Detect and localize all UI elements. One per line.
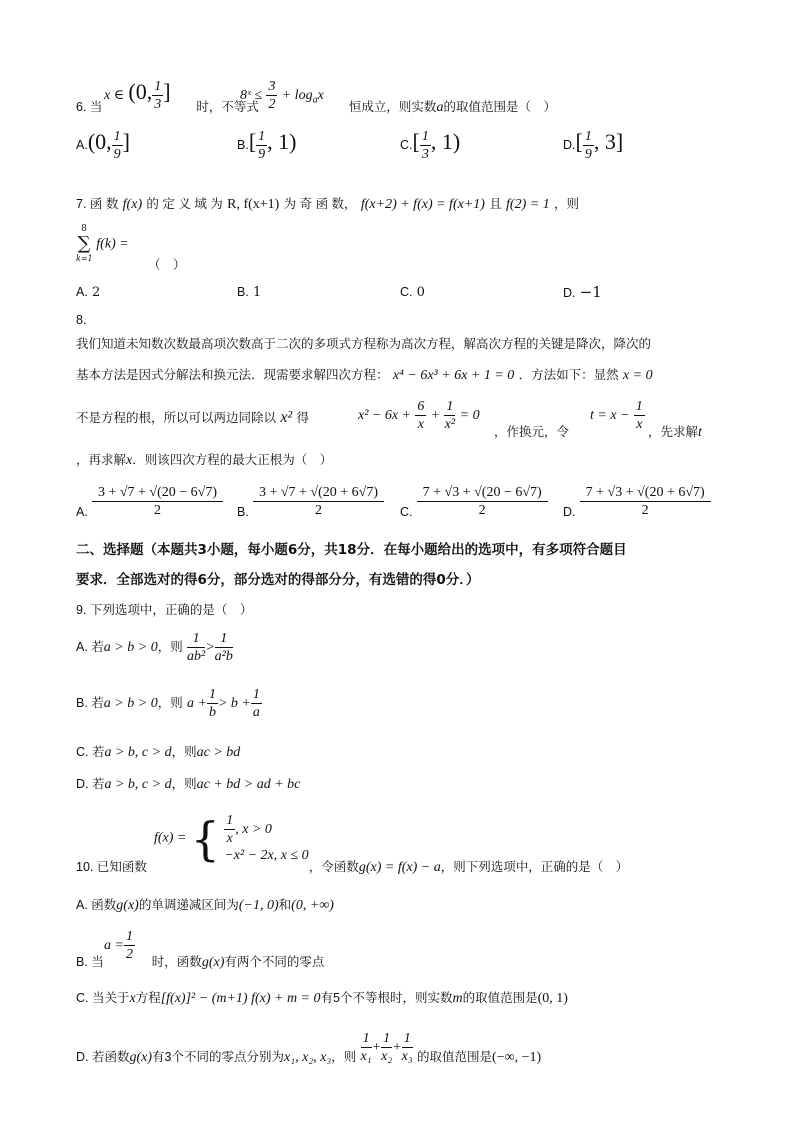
q7-blank: （ ） bbox=[148, 258, 186, 272]
q6-option-d[interactable]: D.[ $\frac{1}{9}$ , 3] bbox=[563, 129, 624, 162]
q6-cond-var: x ∈ bbox=[104, 88, 125, 103]
q6-cond-right: ] bbox=[163, 79, 171, 104]
q6-cond-left: (0, bbox=[128, 79, 153, 104]
q6-cond-frac: $\frac{1}{3}$ bbox=[154, 79, 162, 112]
q9-stem: 9. 下列选项中，正确的是（ ） bbox=[76, 603, 253, 617]
q7-option-c[interactable]: C. 0 bbox=[400, 285, 425, 300]
q10-b-value: a = $\frac{1}{2}$ bbox=[104, 929, 133, 962]
q8-number: 8. bbox=[76, 313, 87, 327]
q7-option-a[interactable]: A. 2 bbox=[76, 285, 101, 300]
q8-substitution: t = x − $\frac{1}{x}$ bbox=[590, 399, 643, 432]
q10-option-b[interactable]: B. 当 时，函数g(x)有两个不同的零点 bbox=[76, 955, 325, 970]
q10-piecewise: f(x) = { $\frac{1}{x}$ , x > 0 −x² − 2x, x ≤ 0 bbox=[154, 811, 309, 866]
q8-line2: 基本方法是因式分解法和换元法．现需要求解四次方程： x⁴ − 6x³ + 6x + 1 = 0 ．方法如下：显然 x = 0 bbox=[76, 368, 653, 383]
q10-option-a[interactable]: A. 函数g(x)的单调递减区间为(−1, 0)和(0, +∞) bbox=[76, 898, 334, 913]
q9-option-a[interactable]: A. 若a > b > 0，则 $\frac{1}{\text{ab²}}$ > $\frac{1}{\text{a²b}}$ bbox=[76, 631, 233, 664]
q8-option-c[interactable]: C. $\frac{7 + √3 + √(20 - 6√7)}{2}$ bbox=[400, 484, 548, 519]
q7-sum-symbol: 8 ∑ k=1 bbox=[76, 224, 93, 263]
q6-option-a[interactable]: A.(0, $\frac{1}{9}$ ] bbox=[76, 129, 130, 162]
q10-option-d[interactable]: D. 若函数g(x)有3个不同的零点分别为x₁, x₂, x₃，则 $\frac{1}{\text{x₁}}$ + $\frac{1}{\text{x₂}}$ + $\frac{1}{\text{x₃}}$ 的取值范围是(−∞, −1) bbox=[76, 1031, 542, 1065]
q10-brace: { bbox=[190, 811, 220, 866]
q8-option-b[interactable]: B. $\frac{3 + √7 + √(20 + 6√7)}{2}$ bbox=[237, 484, 384, 519]
q9-option-c[interactable]: C. 若a > b, c > d，则ac > bd bbox=[76, 745, 241, 760]
section2-heading-line2: 要求．全部选对的得6分，部分选对的得部分分，有选错的得0分．） bbox=[76, 572, 480, 588]
q8-line4: ，再求解x．则该四次方程的最大正根为（ ） bbox=[76, 453, 333, 468]
q8-line3: 不是方程的根，所以可以两边同除以 x² 得 bbox=[76, 409, 310, 426]
q8-option-d[interactable]: D. $\frac{7 + √3 + √(20 + 6√7)}{2}$ bbox=[563, 484, 711, 519]
q6-inequality: 8ˣ ≤ $\frac{3}{2}$ + $\log_ax$ bbox=[240, 79, 324, 112]
q8-substitution-text: ，作换元，令 bbox=[494, 425, 570, 439]
q8-line1: 我们知道未知数次数最高项次数高于二次的多项式方程称为高次方程，解高次方程的关键是降次，降次的 bbox=[76, 337, 652, 351]
q6-option-b[interactable]: B.[ $\frac{1}{9}$ , 1) bbox=[237, 129, 297, 162]
q6-option-c[interactable]: C.[ $\frac{1}{3}$ , 1) bbox=[400, 129, 461, 162]
q7-option-d[interactable]: D. −1 bbox=[563, 283, 602, 301]
q8-divided-equation: x² − 6x + $\frac{6}{x}$ + $\frac{1}{\text{x²}}$ = 0 bbox=[358, 399, 480, 432]
q9-option-d[interactable]: D. 若a > b, c > d，则ac + bd > ad + bc bbox=[76, 777, 301, 792]
q10-stem: 10. 已知函数 ，令函数g(x) = f(x) − a，则下列选项中，正确的是（ ） bbox=[76, 860, 629, 875]
q9-option-b[interactable]: B. 若a > b > 0，则 a + $\frac{1}{b}$ > b + $\frac{1}{a}$ bbox=[76, 687, 260, 720]
q10-option-c[interactable]: C. 当关于x方程[f(x)]² − (m+1) f(x) + m = 0有5个不等根时，则实数m的取值范围是(0, 1) bbox=[76, 991, 568, 1006]
q7-sum: 8 ∑ k=1 f(k) = bbox=[76, 224, 129, 263]
section2-heading-line1: 二、选择题（本题共3小题，每小题6分，共18分．在每小题给出的选项中，有多项符合题目 bbox=[76, 542, 627, 558]
q7-stem: 7. 函 数 f(x) 的 定 义 域 为 R, f(x+1) 为 奇 函 数， f(x+2) + f(x) = f(x+1) 且 f(2) = 1 ，则 bbox=[76, 197, 580, 212]
q6-stem: 6. 当 时，不等式 恒成立，则实数a的取值范围是（ ） bbox=[76, 100, 556, 115]
q7-option-b[interactable]: B. 1 bbox=[237, 285, 262, 300]
q8-solve-t: ，先求解t bbox=[648, 425, 702, 440]
q8-option-a[interactable]: A. $\frac{3 + √7 + √(20 - 6√7)}{2}$ bbox=[76, 484, 223, 519]
